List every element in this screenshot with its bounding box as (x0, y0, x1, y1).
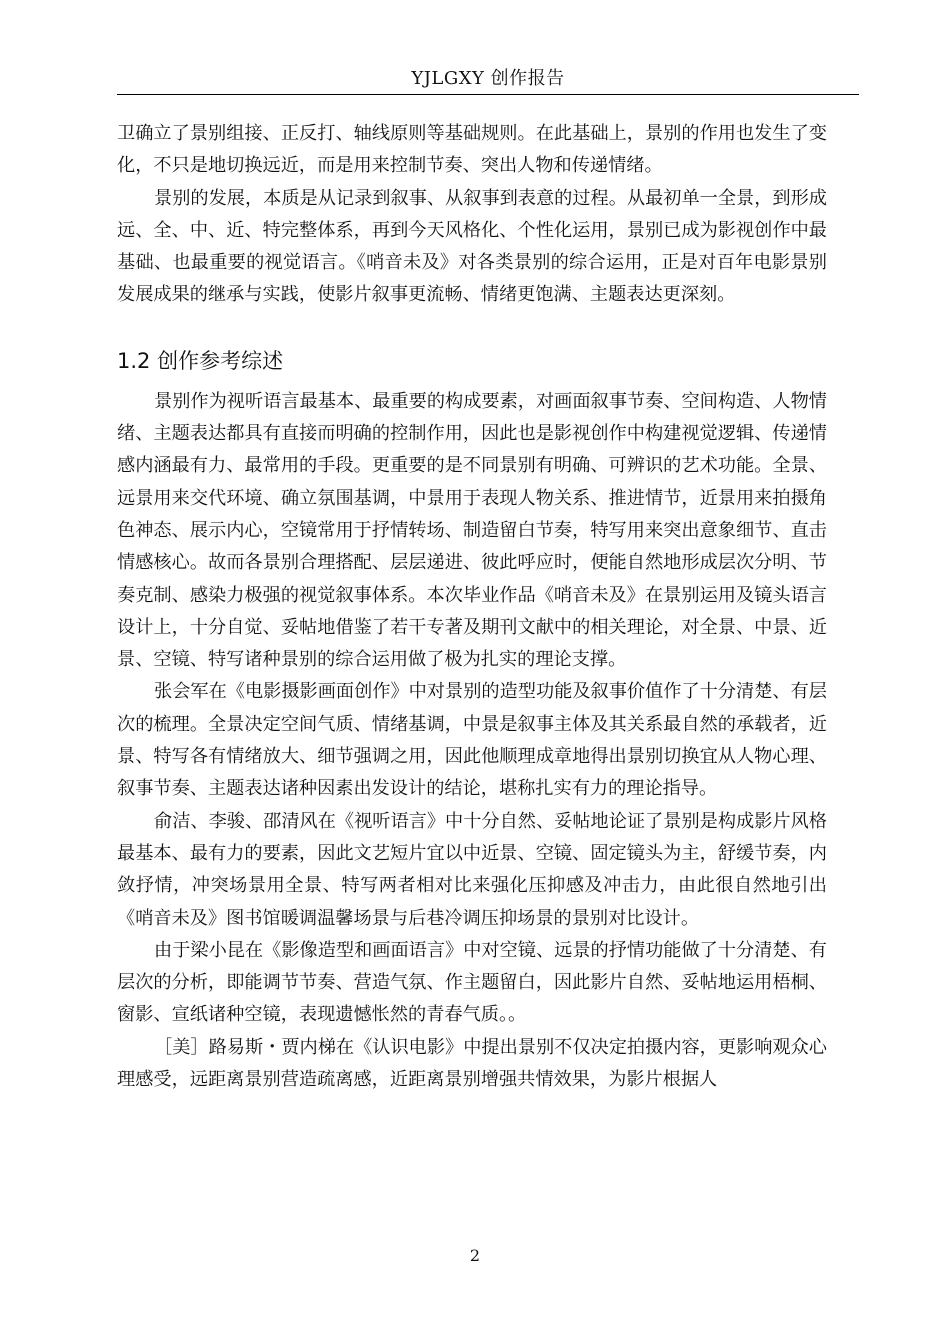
page-header (117, 66, 859, 95)
section-heading: 1.2 创作参考综述 (117, 348, 284, 373)
paragraph-continued: 卫确立了景别组接、正反打、轴线原则等基础规则。在此基础上，景别的作用也发生了变化，不只是地切换远近，而是用来控制节奏、突出人物和传递情绪。 (117, 123, 827, 177)
paragraph: 张会军在《电影摄影画面创作》中对景别的造型功能及叙事价值作了十分清楚、有层次的梳理。全景决定空间气质、情绪基调，中景是叙事主体及其关系最自然的承载者，近景、特写各有情绪放大、细节强调之用，因此他顺理成章地得出景别切换宜从人物心理、叙事节奏、主题表达诸种因素出发设计的结论，堪称扎实有力的理论指导。 (117, 681, 827, 800)
document-body (117, 118, 827, 1096)
paragraph: 俞洁、李骏、邵清风在《视听语言》中十分自然、妥帖地论证了景别是构成影片风格最基本、最有力的要素，因此文艺短片宜以中近景、空镜、固定镜头为主，舒缓节奏，内敛抒情，冲突场景用全景、特写两者相对比来强化压抑感及冲击力，由此很自然地引出《哨音未及》图书馆暖调温馨场景与后巷冷调压抑场景的景别对比设计。 (117, 810, 827, 929)
paragraph: 景别作为视听语言最基本、最重要的构成要素，对画面叙事节奏、空间构造、人物情绪、主题表达都具有直接而明确的控制作用，因此也是影视创作中构建视觉逻辑、传递情感内涵最有力、最常用的手段。更重要的是不同景别有明确、可辨识的艺术功能。全景、远景用来交代环境、确立氛围基调，中景用于表现人物关系、推进情节，近景用来拍摄角色神态、展示内心，空镜常用于抒情转场、制造留白节奏，特写用来突出意象细节、直击情感核心。故而各景别合理搭配、层层递进、彼此呼应时，便能自然地形成层次分明、节奏克制、感染力极强的视觉叙事体系。本次毕业作品《哨音未及》在景别运用及镜头语言设计上，十分自觉、妥帖地借鉴了若干专著及期刊文献中的相关理论，对全景、中景、近景、空镜、特写诸种景别的综合运用做了极为扎实的理论支撑。 (117, 390, 827, 671)
paragraph: 景别的发展，本质是从记录到叙事、从叙事到表意的过程。从最初单一全景，到形成远、全、中、近、特完整体系，再到今天风格化、个性化运用，景别已成为影视创作中最基础、也最重要的视觉语言。《哨音未及》对各类景别的综合运用，正是对百年电影景别发展成果的继承与实践，使影片叙事更流畅、情绪更饱满、主题表达更深刻。 (117, 187, 827, 306)
page-number: 2 (469, 1246, 481, 1265)
header-title: YJLGXY 创作报告 (411, 68, 565, 89)
paragraph: ［美］路易斯・贾内梯在《认识电影》中提出景别不仅决定拍摄内容，更影响观众心理感受，远距离景别营造疏离感，近距离景别增强共情效果，为影片根据人 (117, 1036, 827, 1091)
paragraph: 由于梁小昆在《影像造型和画面语言》中对空镜、远景的抒情功能做了十分清楚、有层次的分析，即能调节节奏、营造气氛、作主题留白，因此影片自然、妥帖地运用梧桐、窗影、宣纸诸种空镜，表现遗憾怅然的青春气质。。 (117, 939, 827, 1026)
